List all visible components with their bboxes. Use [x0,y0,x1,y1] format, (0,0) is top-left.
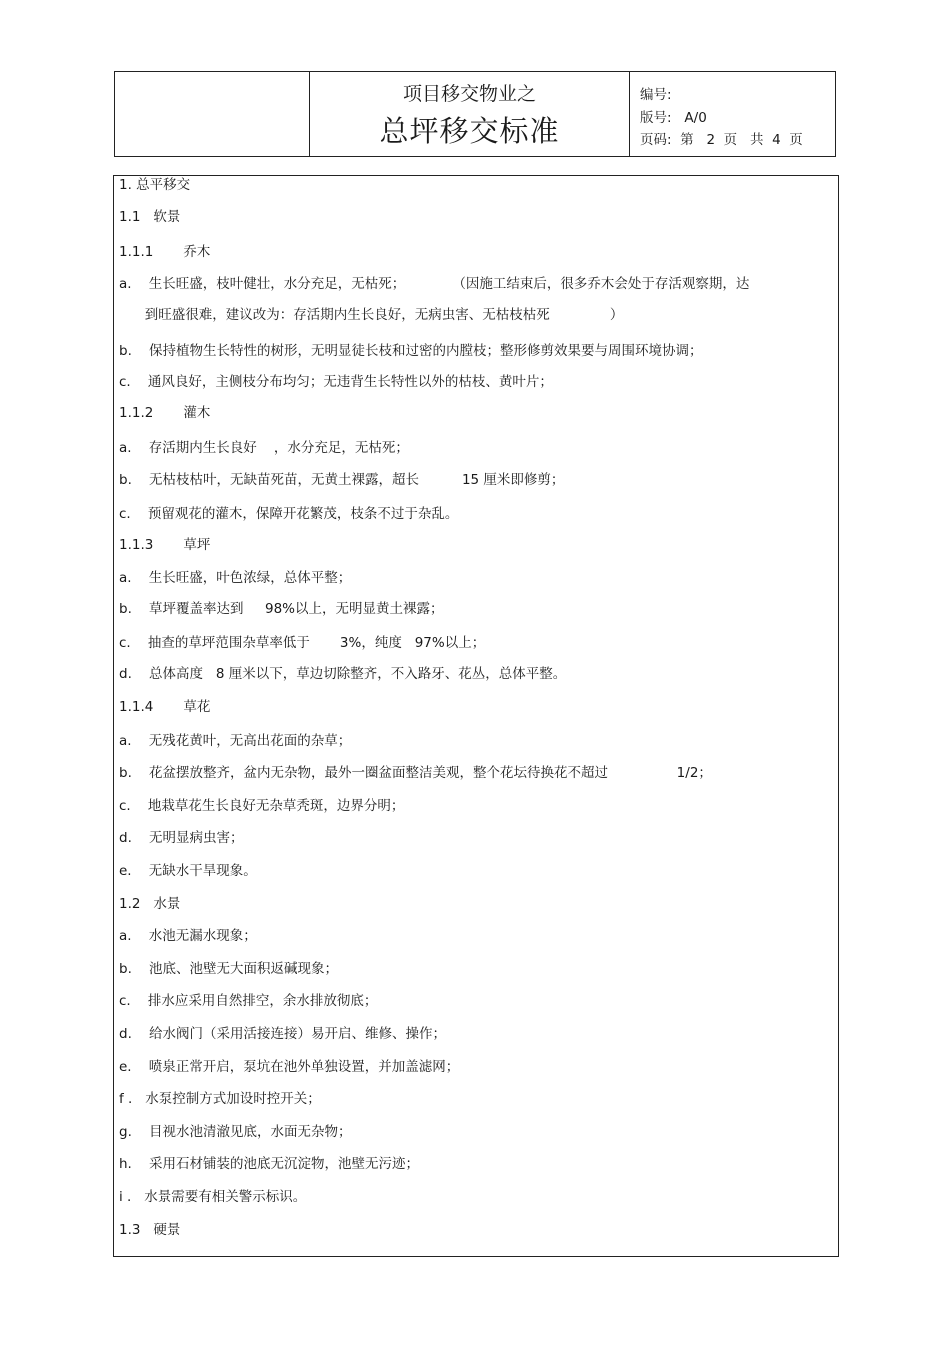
page-indicator: 页码: 第 2 页 共 4 页 [640,132,803,148]
list-item: e. 无缺水干旱现象。 [119,863,257,879]
list-item: a. 无残花黄叶，无高出花面的杂草； [119,733,352,749]
list-item: e. 喷泉正常开启，泵坑在池外单独设置，并加盖滤网； [119,1059,460,1075]
section-heading: 1.1.4 草花 [119,699,211,715]
section-heading: 1.1.1 乔木 [119,244,211,260]
list-item: 到旺盛很难，建议改为：存活期内生长良好，无病虫害、无枯枝枯死 ） [119,307,624,323]
content-box [113,175,839,1257]
list-item: h. 采用石材铺装的池底无沉淀物，池壁无污迹； [119,1156,420,1172]
section-heading: 1.1.3 草坪 [119,537,211,553]
section-heading: 1.2 水景 [119,896,181,912]
section-heading: 1.1.2 灌木 [119,405,211,421]
section-heading: 1. 总平移交 [119,177,191,193]
list-item: a. 生长旺盛，叶色浓绿，总体平整； [119,570,352,586]
document-number: 编号: [640,87,672,103]
list-item: a. 生长旺盛，枝叶健壮，水分充足，无枯死； （因施工结束后，很多乔木会处于存活观察期，达 [119,276,750,292]
list-item: c. 地栽草花生长良好无杂草秃斑，边界分明； [119,798,405,814]
section-heading: 1.3 硬景 [119,1222,181,1238]
list-item: b. 无枯枝枯叶，无缺苗死苗，无黄土裸露，超长 15 厘米即修剪； [119,472,565,488]
meta-cell [630,72,835,156]
list-item: d. 无明显病虫害； [119,830,244,846]
list-item: i . 水景需要有相关警示标识。 [119,1189,307,1205]
document-header [114,71,836,157]
document-subtitle: 项目移交物业之 [402,83,536,105]
document-version: 版号: A/0 [640,110,707,126]
list-item: b. 花盆摆放整齐，盆内无杂物，最外一圈盆面整洁美观，整个花坛待换花不超过 1/2； [119,765,712,781]
section-heading: 1.1 软景 [119,209,181,225]
list-item: g. 目视水池清澈见底，水面无杂物； [119,1124,352,1140]
list-item: c. 预留观花的灌木，保障开花繁茂，枝条不过于杂乱。 [119,506,459,522]
list-item: a. 存活期内生长良好 ，水分充足，无枯死； [119,440,409,456]
list-item: b. 草坪覆盖率达到 98%以上，无明显黄土裸露； [119,601,444,617]
list-item: b. 池底、池壁无大面积返碱现象； [119,961,339,977]
document-title: 总坪移交标准 [379,114,560,148]
list-item: c. 抽查的草坪范围杂草率低于 3%，纯度 97%以上； [119,635,486,651]
list-item: d. 给水阀门（采用活接连接）易开启、维修、操作； [119,1026,447,1042]
list-item: d. 总体高度 8 厘米以下，草边切除整齐，不入路牙、花丛，总体平整。 [119,666,567,682]
list-item: c. 通风良好，主侧枝分布均匀；无违背生长特性以外的枯枝、黄叶片； [119,374,553,390]
list-item: c. 排水应采用自然排空，余水排放彻底； [119,993,378,1009]
logo-cell [115,72,310,156]
list-item: b. 保持植物生长特性的树形，无明显徒长枝和过密的内膛枝；整形修剪效果要与周围环境协调； [119,343,703,359]
title-cell [310,72,630,156]
list-item: a. 水池无漏水现象； [119,928,257,944]
list-item: f . 水泵控制方式加设时控开关； [119,1091,321,1107]
